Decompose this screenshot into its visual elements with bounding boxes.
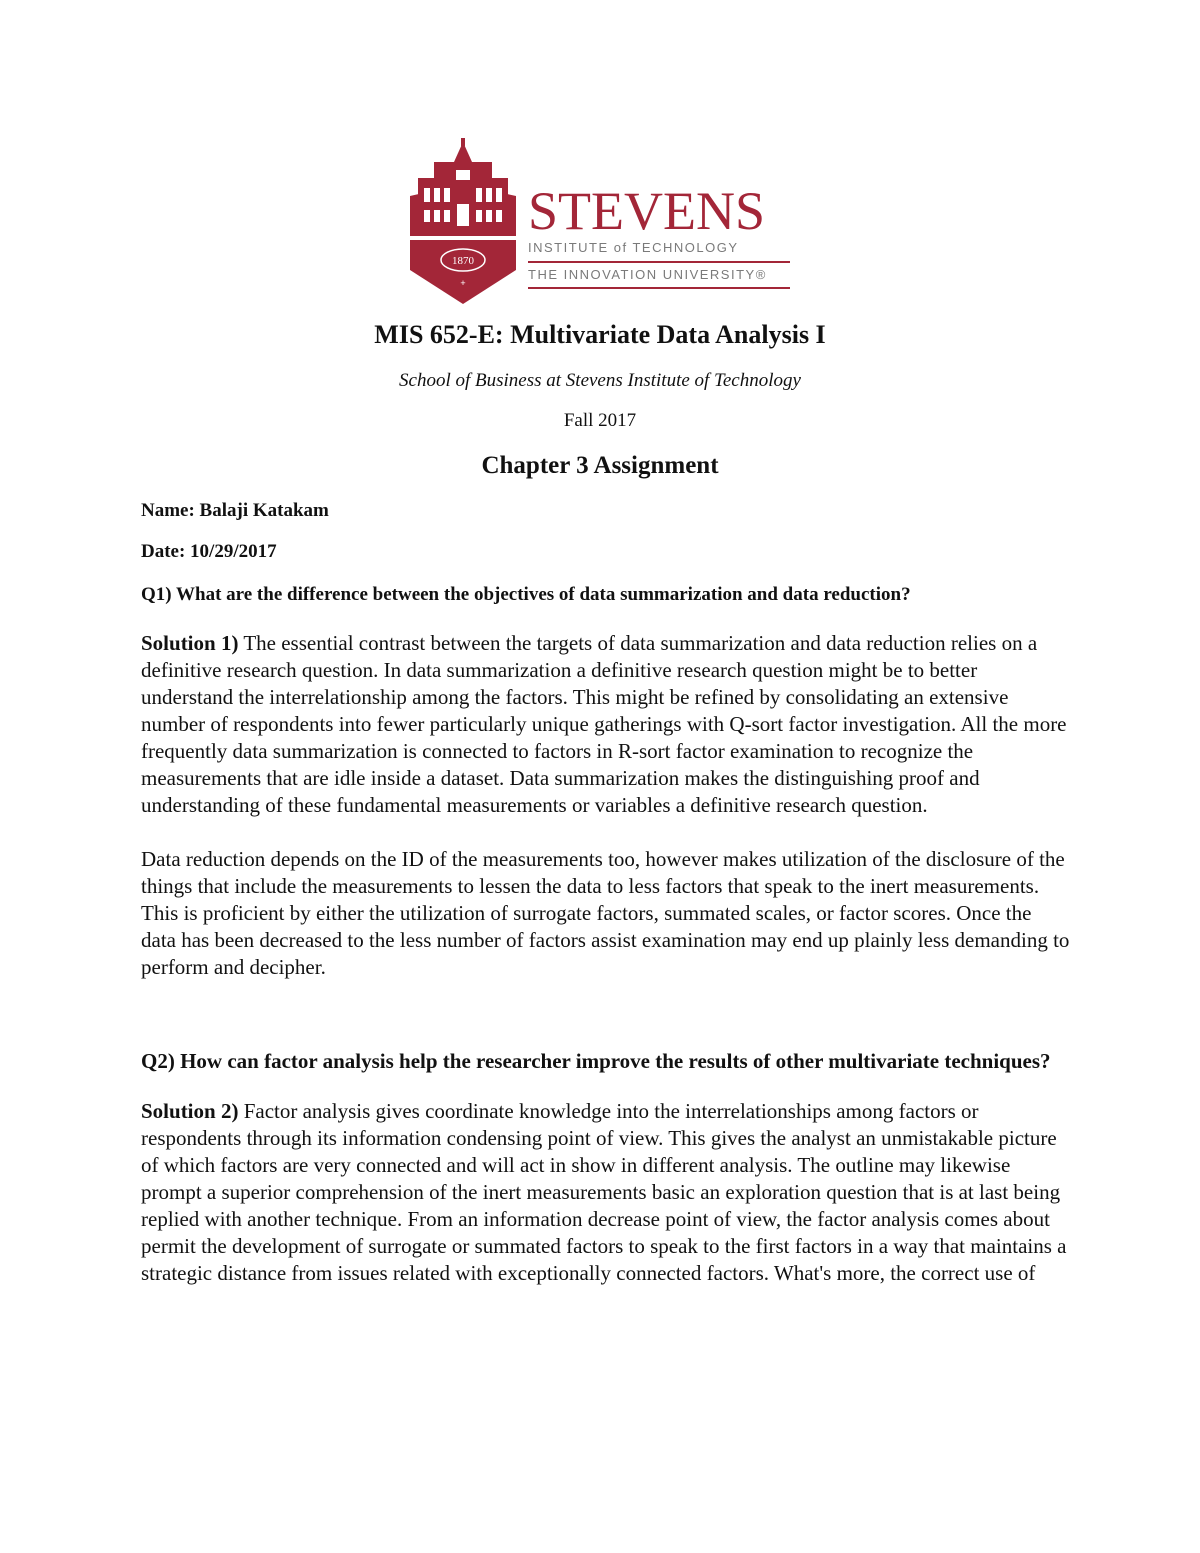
document-body (141, 581, 1071, 1287)
solution-1-label: Solution 1) (141, 631, 239, 655)
school-name: School of Business at Stevens Institute of Technology (399, 370, 801, 391)
stevens-shield-icon (404, 138, 522, 306)
solution-1-paragraph-2: Data reduction depends on the ID of the measurements too, however makes utilization of the disclosure of the things that include the measurements to lessen the data to less factors that speak to the inert measurements. This is proficient by either the utilization of surrogate factors, summated scales, or factor scores. Once the data has been decreased to the less number of factors assist examination may end up plainly less demanding to perform and decipher. (141, 847, 1070, 979)
student-name: Name: Balaji Katakam (141, 500, 329, 521)
solution-2-label: Solution 2) (141, 1099, 239, 1123)
question-2: Q2) How can factor analysis help the researcher improve the results of other multivariate techniques? (141, 1049, 1051, 1073)
solution-2-text: Factor analysis gives coordinate knowledge into the interrelationships among factors or respondents through its information condensing point of view. This gives the analyst an unmistakable picture of which factors are very connected and will act in show in different analysis. The outline may likewise prompt a superior comprehension of the inert measurements basic an exploration question that is at last being replied with another technique. From an information decrease point of view, the factor analysis comes about permit the development of surrogate or summated factors to speak to the first factors in a way that maintains a strategic distance from issues related with exceptionally connected factors. What's more, the correct use of (141, 1099, 1067, 1285)
term: Fall 2017 (563, 410, 637, 431)
solution-2 (141, 1098, 1071, 1287)
logo-subtitle: INSTITUTE of TECHNOLOGY (528, 240, 790, 263)
submission-date: Date: 10/29/2017 (141, 541, 277, 562)
question-1: Q1) What are the difference between the objectives of data summarization and data reduction? (141, 584, 911, 605)
logo-name: STEVENS (528, 181, 766, 241)
svg-text:+: + (460, 278, 466, 288)
assignment-title: Chapter 3 Assignment (481, 452, 719, 479)
logo-tagline: THE INNOVATION UNIVERSITY® (528, 267, 790, 289)
logo-wordmark (528, 181, 800, 289)
solution-1 (141, 630, 1071, 819)
solution-1-text: The essential contrast between the targets of data summarization and data reduction relies on a definitive research question. In data summarization a definitive research question might be to better understand the interrelationship among the factors. This might be refined by consolidating an extensive number of respondents into fewer particularly unique gatherings with Q-sort factor investigation. All the more frequently data summarization is connected to factors in R-sort factor examination to recognize the measurements that are idle inside a dataset. Data summarization makes the distinguishing proof and understanding of these fundamental measurements or variables a definitive research question. (141, 631, 1067, 817)
stevens-logo (404, 138, 804, 308)
course-title: MIS 652-E: Multivariate Data Analysis I (374, 320, 826, 349)
founded-year: 1870 (452, 255, 474, 267)
